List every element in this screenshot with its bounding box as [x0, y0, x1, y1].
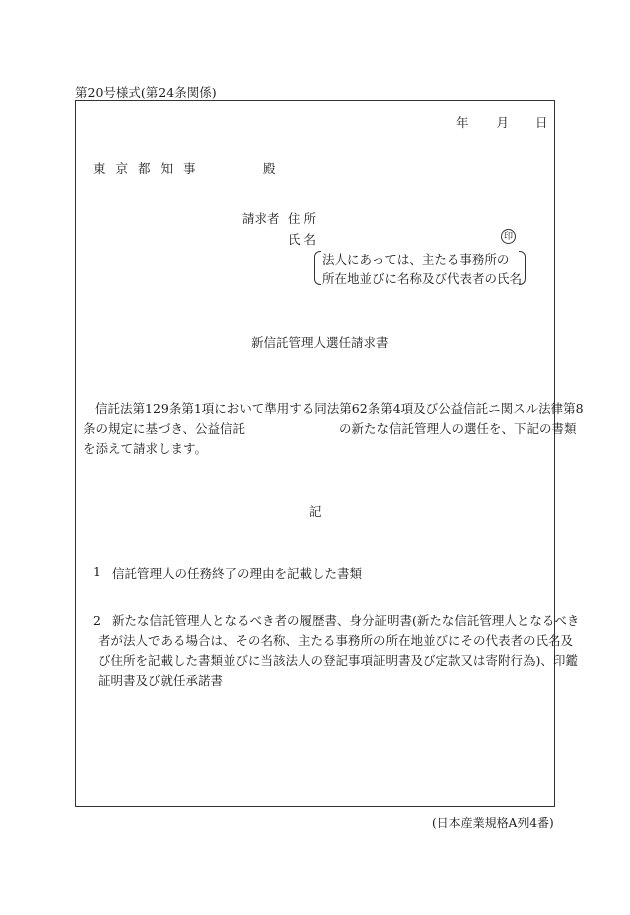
body-line-2-start: 条の規定に基づき、公益信託: [83, 421, 246, 436]
address-label: 住所: [288, 211, 320, 226]
date-year-label: 年: [456, 115, 469, 130]
body-line-1: 信託法第129条第1項において準用する同法第62条第4項及び公益信託ニ関スル法律第8: [95, 401, 584, 416]
recipient-name: 東京都知事: [93, 161, 206, 176]
item-1-text: 信託管理人の任務終了の理由を記載した書類: [112, 566, 363, 581]
item-1-number: 1: [93, 564, 101, 579]
date-day-label: 日: [535, 115, 548, 130]
item-2-number: 2: [93, 613, 101, 628]
left-bracket-icon: [314, 251, 321, 285]
date-line: [456, 113, 548, 131]
body-line-2-end: の新たな信託管理人の選任を、下記の書類: [339, 421, 577, 436]
item-2-line-3: び住所を記載した書類並びに当該法人の登記事項証明書及び定款又は寄附行為)、印鑑: [98, 653, 578, 668]
date-month-label: 月: [496, 115, 510, 130]
item-2-line-1: 新たな信託管理人となるべき者の履歴書、身分証明書(新たな信託管理人となるべき: [112, 613, 580, 628]
corporation-note-line-2: 所在地並びに名称及び代表者の氏名: [322, 271, 523, 286]
body-line-3: を添えて請求します。: [83, 441, 208, 456]
document-title: 新信託管理人選任請求書: [251, 335, 389, 350]
right-bracket-icon: [519, 251, 526, 285]
ki-heading: 記: [309, 504, 322, 519]
form-label: 第20号様式(第24条関係): [75, 85, 217, 100]
corporation-note: [314, 250, 526, 288]
name-label: 氏名: [288, 232, 320, 247]
item-2-line-4: 証明書及び就任承諾書: [98, 673, 224, 688]
item-2-line-2: 者が法人である場合は、その名称、主たる事務所の所在地並びにその代表者の氏名及: [98, 633, 574, 648]
paper-size-note: (日本産業規格A列4番): [432, 816, 554, 830]
recipient-honorific: 殿: [263, 161, 276, 176]
applicant-label: 請求者: [242, 211, 280, 226]
seal-mark-icon: 印: [501, 229, 516, 244]
body-paragraph: [83, 399, 584, 459]
corporation-note-line-1: 法人にあっては、主たる事務所の: [322, 252, 510, 267]
body-line-2: [83, 419, 577, 439]
